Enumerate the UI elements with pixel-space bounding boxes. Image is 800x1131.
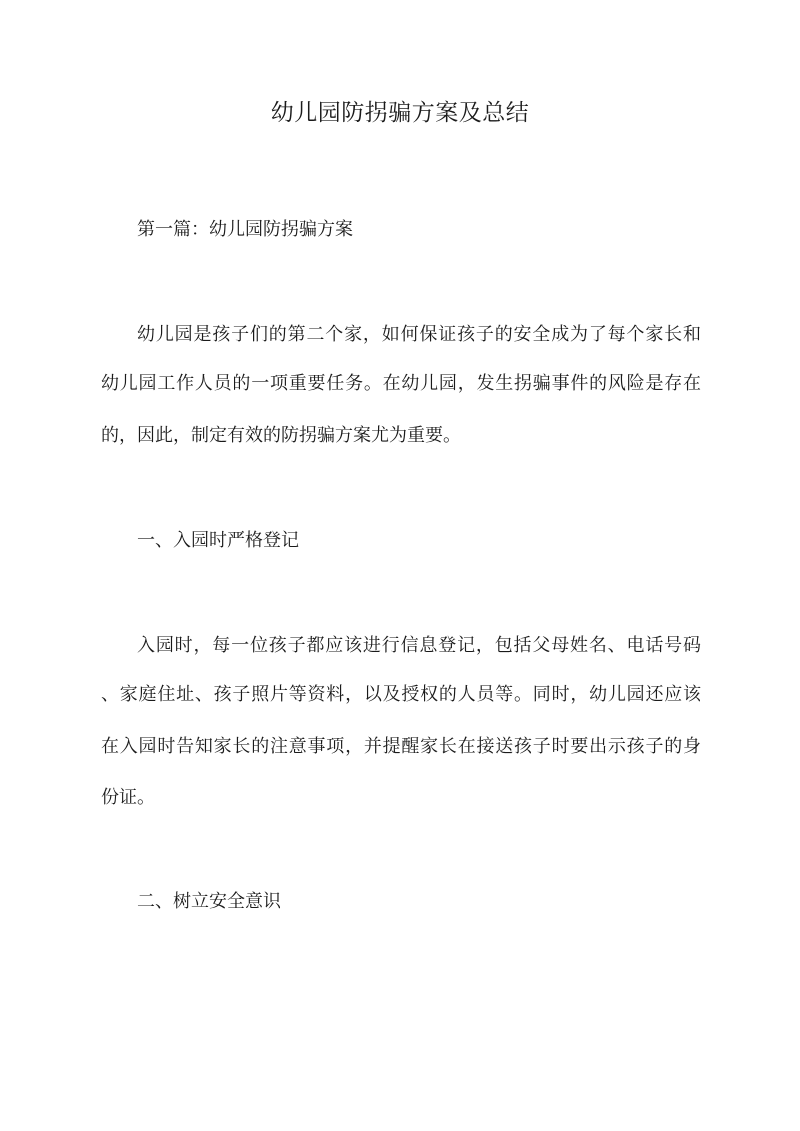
item-heading: 一、入园时严格登记: [137, 530, 299, 551]
intro-paragraph-line: 幼儿园是孩子们的第二个家，如何保证孩子的安全成为了每个家长和: [137, 324, 701, 345]
item-paragraph-line: 入园时，每一位孩子都应该进行信息登记，包括父母姓名、电话号码: [137, 635, 701, 656]
intro-paragraph-line: 幼儿园工作人员的一项重要任务。在幼儿园，发生拐骗事件的风险是存在: [101, 373, 701, 394]
item-paragraph-line: 在入园时告知家长的注意事项，并提醒家长在接送孩子时要出示孩子的身: [101, 736, 701, 757]
item-paragraph-line: 份证。: [101, 787, 155, 808]
section-heading: 第一篇：幼儿园防拐骗方案: [137, 219, 353, 240]
document-title: 幼儿园防拐骗方案及总结: [270, 100, 530, 126]
intro-paragraph-line: 的，因此，制定有效的防拐骗方案尤为重要。: [101, 425, 461, 446]
item-heading: 二、树立安全意识: [137, 891, 281, 912]
item-paragraph-line: 、家庭住址、孩子照片等资料，以及授权的人员等。同时，幼儿园还应该: [101, 684, 701, 705]
